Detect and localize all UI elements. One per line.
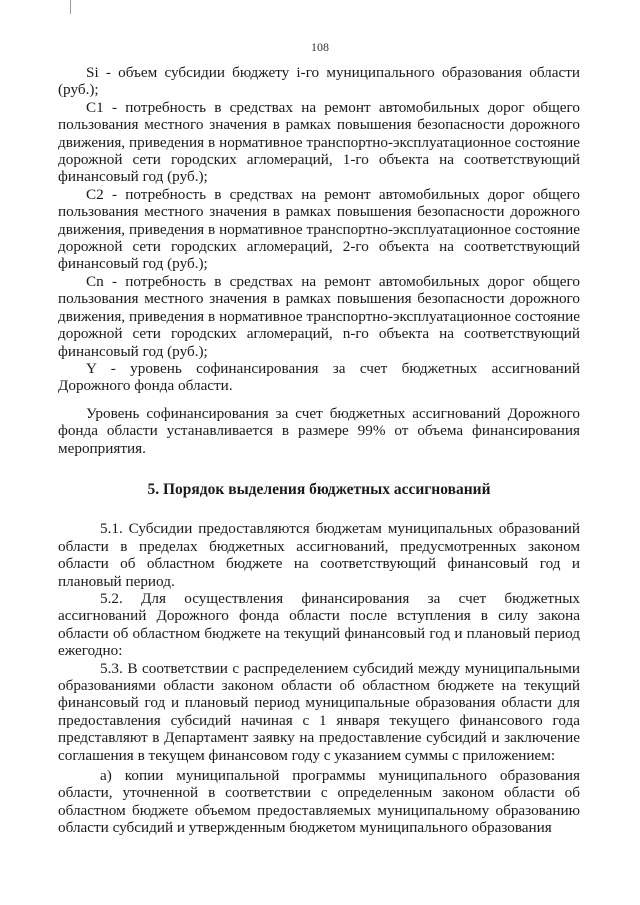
cofinancing-paragraph: Уровень софинансирования за счет бюджетных ассигнований Дорожного фонда области устанавливается в размере 99% от объема финансирования мероприятия. [58,404,580,457]
scan-edge-mark [70,0,71,14]
page-number: 108 [311,40,329,54]
definition-y: Y - уровень софинансирования за счет бюджетных ассигнований Дорожного фонда области. [58,359,580,395]
definition-c1: С1 - потребность в средствах на ремонт автомобильных дорог общего пользования местного значения в рамках повышения безопасности дорожного движения, приведения в нормативное транспортно-эксплуатационное состояние дорожной сети городских агломераций, 1-го объекта на соответствующий финансовый год (руб.); [58,98,580,186]
paragraph-5-3: 5.3. В соответствии с распределением субсидий между муниципальными образованиями области законом области об областном бюджете на текущий финансовый год и плановый период муниципальные образования области для предоставления субсидий начиная с 1 января текущего финансового года представляют в Департамент заявку на предоставление субсидий и заключение соглашения в текущем финансовом году с указанием суммы с приложением: [58,659,580,764]
definition-si: Si - объем субсидии бюджету i-го муниципального образования области (руб.); [58,64,580,99]
definition-c2: С2 - потребность в средствах на ремонт автомобильных дорог общего пользования местного значения в рамках повышения безопасности дорожного движения, приведения в нормативное транспортно-эксплуатационное состояние дорожной сети городских агломераций, 2-го объекта на соответствующий финансовый год (руб.); [58,185,580,273]
section-heading: 5. Порядок выделения бюджетных ассигнований [147,480,491,498]
definition-cn: Сn - потребность в средствах на ремонт автомобильных дорог общего пользования местного значения в рамках повышения безопасности дорожного движения, приведения в нормативное транспортно-эксплуатационное состояние дорожной сети городских агломераций, n-го объекта на соответствующий финансовый год (руб.); [58,272,580,360]
paragraph-5-1: 5.1. Субсидии предоставляются бюджетам муниципальных образований области в пределах бюджетных ассигнований, предусмотренных законом области об областном бюджете на соответствующий финансовый год и плановый период. [58,520,580,590]
paragraph-5-3-a: а) копии муниципальной программы муниципального образования области, уточненной в соответствии с определенным законом области об областном бюджете объемом предоставляемых муниципальному образованию области субсидий и утвержденным бюджетом муниципального образования [58,767,580,837]
paragraph-5-2: 5.2. Для осуществления финансирования за счет бюджетных ассигнований Дорожного фонда области после вступления в силу закона области об областном бюджете на текущий финансовый год и плановый период ежегодно: [58,589,580,660]
document-body [58,64,580,837]
